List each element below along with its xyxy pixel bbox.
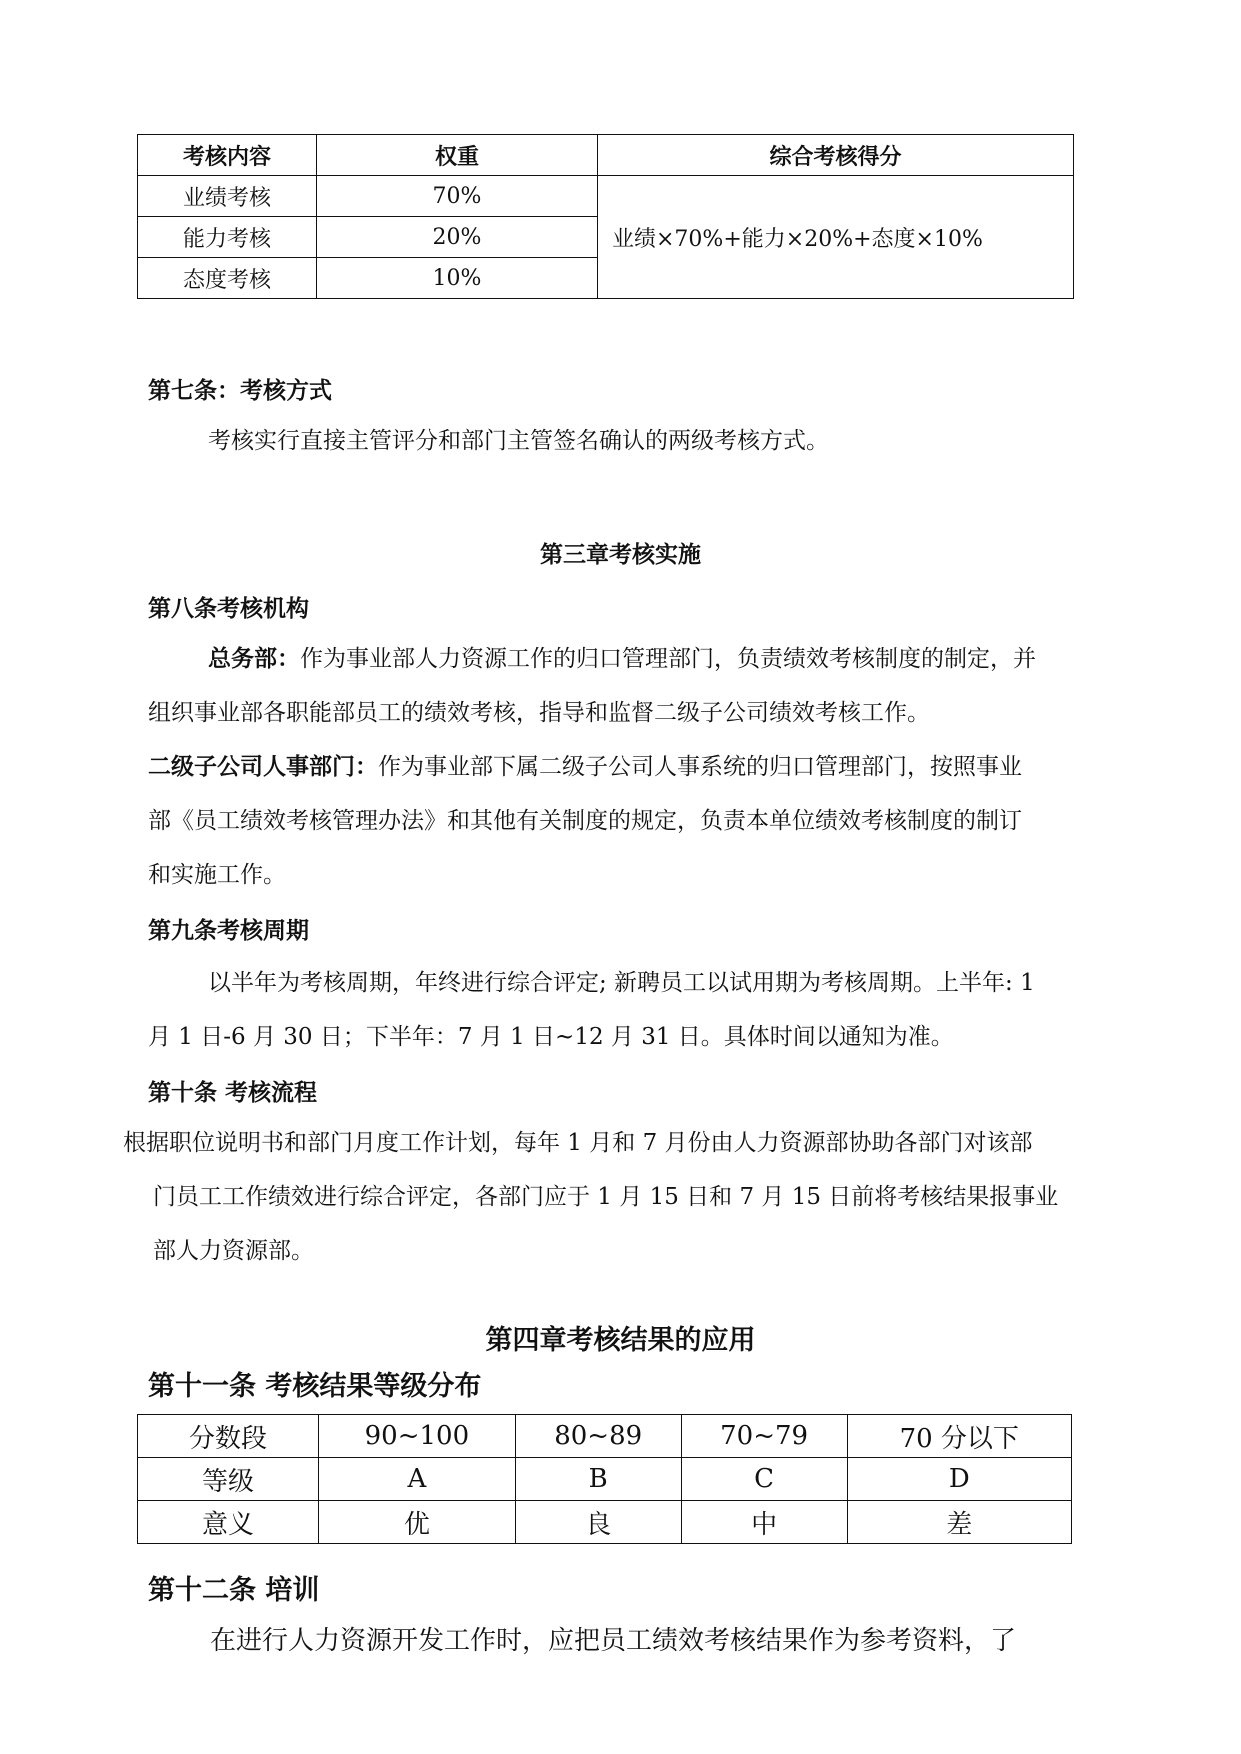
article-8-para-2-line-1 [148, 740, 1022, 794]
article-9-line-1: 以半年为考核周期，年终进行综合评定; 新聘员工以试用期为考核周期。上半年: 1 [208, 970, 1035, 996]
table-cell: 优 [319, 1501, 516, 1544]
table-cell: C [681, 1458, 847, 1501]
article-7-heading: 第七条：考核方式 [148, 378, 332, 404]
article-9-heading: 第九条考核周期 [148, 918, 309, 944]
table-cell: 70~79 [681, 1415, 847, 1458]
chapter-3-title: 第三章考核实施 [540, 542, 701, 568]
dept-label: 二级子公司人事部门： [148, 754, 378, 780]
table-cell: A [319, 1458, 516, 1501]
article-8-para-1-line-1 [208, 632, 1036, 686]
text-span: 作为事业部下属二级子公司人事系统的归口管理部门，按照事业 [378, 754, 1022, 780]
table-cell: 差 [847, 1501, 1071, 1544]
table-cell: 业绩考核 [138, 176, 317, 217]
table-cell: 态度考核 [138, 258, 317, 299]
table-cell: 良 [515, 1501, 681, 1544]
table-header: 综合考核得分 [598, 135, 1074, 176]
article-8-para-1-line-2: 组织事业部各职能部员工的绩效考核，指导和监督二级子公司绩效考核工作。 [148, 700, 930, 726]
grade-table [137, 1414, 1072, 1544]
table-cell: 90~100 [319, 1415, 516, 1458]
table-cell: 意义 [138, 1501, 319, 1544]
article-10-line-2: 门员工工作绩效进行综合评定，各部门应于 1 月 15 日和 7 月 15 日前将考核结果报事业 [153, 1184, 1059, 1210]
table-cell: B [515, 1458, 681, 1501]
article-9-line-2: 月 1 日-6 月 30 日；下半年：7 月 1 日~12 月 31 日。具体时间以通知为准。 [148, 1024, 954, 1050]
table-cell: 70 分以下 [847, 1415, 1071, 1458]
table-cell: 70% [317, 176, 598, 217]
chapter-4-title: 第四章考核结果的应用 [485, 1325, 756, 1356]
article-7-body: 考核实行直接主管评分和部门主管签名确认的两级考核方式。 [208, 428, 829, 454]
table-cell: 中 [681, 1501, 847, 1544]
table-cell: 分数段 [138, 1415, 319, 1458]
article-8-para-2-line-3: 和实施工作。 [148, 862, 286, 888]
article-10-line-3: 部人力资源部。 [153, 1238, 314, 1264]
table-cell: D [847, 1458, 1071, 1501]
table-header: 考核内容 [138, 135, 317, 176]
article-10-line-1: 根据职位说明书和部门月度工作计划，每年 1 月和 7 月份由人力资源部协助各部门对该部 [123, 1130, 1033, 1156]
article-12-heading: 第十二条 培训 [148, 1575, 320, 1606]
formula-cell: 业绩×70%+能力×20%+态度×10% [598, 176, 1074, 299]
table-cell: 10% [317, 258, 598, 299]
article-10-heading: 第十条 考核流程 [148, 1080, 318, 1106]
table-header-row [138, 135, 1074, 176]
article-8-para-2-line-2: 部《员工绩效考核管理办法》和其他有关制度的规定，负责本单位绩效考核制度的制订 [148, 808, 1022, 834]
text-span: 作为事业部人力资源工作的归口管理部门，负责绩效考核制度的制定，并 [300, 646, 1036, 672]
table-cell: 20% [317, 217, 598, 258]
weight-table [137, 134, 1074, 299]
table-cell: 80~89 [515, 1415, 681, 1458]
table-header: 权重 [317, 135, 598, 176]
table-cell: 等级 [138, 1458, 319, 1501]
table-cell: 能力考核 [138, 217, 317, 258]
article-11-heading: 第十一条 考核结果等级分布 [148, 1371, 482, 1402]
dept-label: 总务部： [208, 646, 300, 672]
table-row [138, 1415, 1072, 1458]
table-row [138, 1458, 1072, 1501]
article-8-heading: 第八条考核机构 [148, 596, 309, 622]
article-12-line-1: 在进行人力资源开发工作时，应把员工绩效考核结果作为参考资料，了 [210, 1626, 1017, 1656]
table-row [138, 176, 1074, 217]
table-row [138, 1501, 1072, 1544]
